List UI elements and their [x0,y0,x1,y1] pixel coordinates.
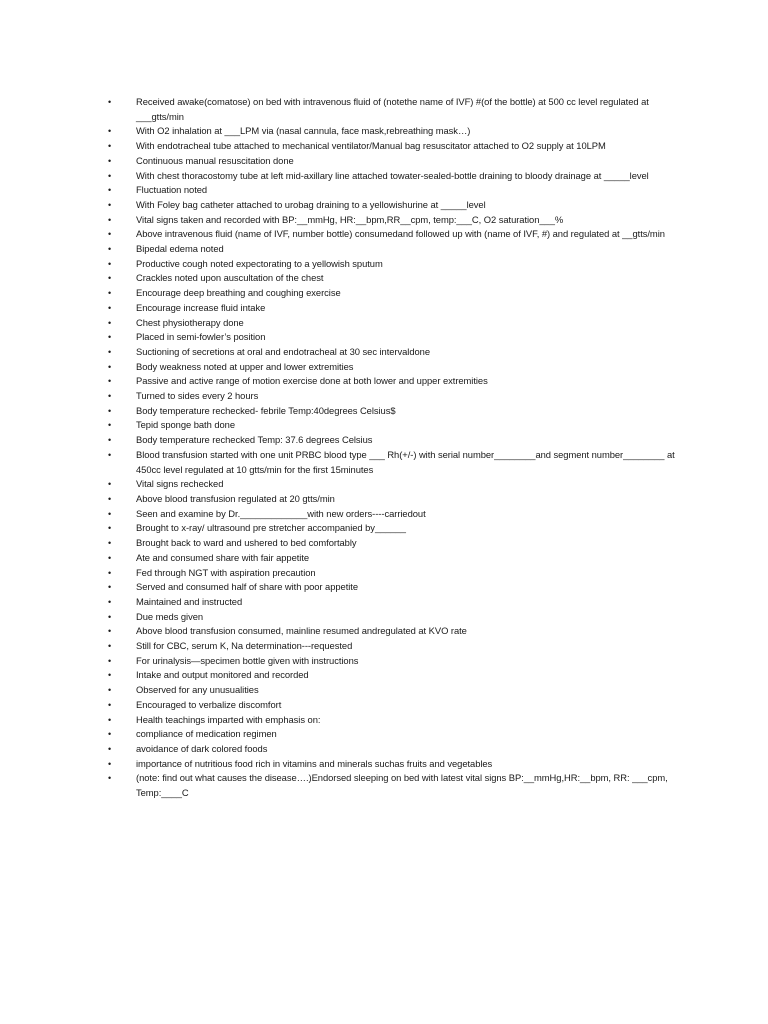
bullet-icon: • [108,567,112,578]
bullet-icon: • [108,493,112,504]
list-item [108,757,683,772]
list-item [108,654,683,669]
list-item [108,683,683,698]
list-item [108,389,683,404]
list-item-text: Productive cough noted expectorating to a yellowish sputum [136,257,383,269]
bullet-icon: • [108,288,112,299]
list-item [108,713,683,728]
bullet-icon: • [108,611,112,622]
list-item [108,551,683,566]
list-item [108,227,683,242]
list-item-text: Fed through NGT with aspiration precaution [136,566,316,578]
list-item-text: Brought to x-ray/ ultrasound pre stretcher accompanied by______ [136,522,406,534]
bullet-icon: • [108,508,112,519]
list-item-text: importance of nutritious food rich in vitamins and minerals suchas fruits and vegetables [136,757,493,769]
list-item-text: Body weakness noted at upper and lower extremities [136,360,354,372]
list-item [108,595,683,610]
list-item-text: Encourage deep breathing and coughing exercise [136,287,341,299]
list-item [108,330,683,345]
list-item [108,771,683,800]
list-item-text: Above blood transfusion regulated at 20 gtts/min [136,492,335,504]
list-item-text: Chest physiotherapy done [136,316,244,328]
list-item [108,374,683,389]
bullet-icon: • [108,479,112,490]
bullet-icon: • [108,596,112,607]
bullet-icon: • [108,699,112,710]
list-item [108,286,683,301]
list-item-text: Still for CBC, serum K, Na determination---requested [136,640,353,652]
list-item-text: Fluctuation noted [136,184,208,196]
list-item [108,124,683,139]
list-item [108,521,683,536]
list-item-text: Continuous manual resuscitation done [136,154,294,166]
list-item [108,668,683,683]
list-item-text: Encouraged to verbalize discomfort [136,698,282,710]
bullet-icon: • [108,685,112,696]
list-item-text: Crackles noted upon auscultation of the chest [136,272,324,284]
list-item [108,154,683,169]
list-item-text: Suctioning of secretions at oral and endotracheal at 30 sec intervaldone [136,345,430,357]
list-item [108,698,683,713]
list-item [108,242,683,257]
list-item-text: Bipedal edema noted [136,243,224,255]
bullet-icon: • [108,420,112,431]
list-item [108,213,683,228]
list-item-text: Turned to sides every 2 hours [136,390,259,402]
list-item-text: Health teachings imparted with emphasis on: [136,713,321,725]
list-item-text: Intake and output monitored and recorded [136,669,309,681]
bullet-icon: • [108,714,112,725]
bullet-icon: • [108,155,112,166]
bullet-icon: • [108,244,112,255]
list-item-text: Above intravenous fluid (name of IVF, number bottle) consumedand followed up with (name of IVF, #) and regulated at __gtts/min [136,228,665,240]
list-item-text: Blood transfusion started with one unit PRBC blood type ___ Rh(+/-) with serial number________and segment number________ at 450cc level regulated at 10 gtts/min for the first 15minutes [136,448,675,475]
list-item [108,580,683,595]
bullet-icon: • [108,170,112,181]
bullet-icon: • [108,97,112,107]
list-item [108,360,683,375]
list-item [108,345,683,360]
list-item [108,433,683,448]
list-item-text: avoidance of dark colored foods [136,742,268,754]
list-item-text: Due meds given [136,610,204,622]
list-item [108,183,683,198]
bullet-icon: • [108,405,112,416]
list-item-text: Body temperature rechecked Temp: 37.6 degrees Celsius [136,434,373,446]
list-item-text: For urinalysis—specimen bottle given with instructions [136,654,359,666]
list-item [108,448,683,477]
list-item [108,507,683,522]
list-item [108,301,683,316]
list-item [108,95,683,124]
list-item [108,610,683,625]
bullet-icon: • [108,729,112,740]
list-item-text: Received awake(comatose) on bed with intravenous fluid of (notethe name of IVF) #(of the bottle) at 500 cc level regulated at ___gtts/min [136,96,649,122]
list-item-text: Passive and active range of motion exercise done at both lower and upper extremities [136,375,488,387]
bullet-icon: • [108,538,112,549]
bullet-icon: • [108,376,112,387]
list-item-text: Brought back to ward and ushered to bed comfortably [136,537,357,549]
bullet-icon: • [108,126,112,137]
bullet-icon: • [108,141,112,152]
list-item-text: With Foley bag catheter attached to urobag draining to a yellowishurine at _____level [136,198,486,210]
bullet-icon: • [108,391,112,402]
list-item [108,404,683,419]
list-item [108,139,683,154]
bullet-icon: • [108,317,112,328]
list-item [108,477,683,492]
bullet-icon: • [108,185,112,196]
list-item-text: (note: find out what causes the disease….)Endorsed sleeping on bed with latest vital signs BP:__mmHg,HR:__bpm, RR: ___cpm, Temp:____C [136,772,668,799]
list-item [108,624,683,639]
bullet-icon: • [108,523,112,534]
list-item [108,742,683,757]
list-item-text: Body temperature rechecked- febrile Temp:40degrees Celsius$ [136,404,396,416]
bullet-icon: • [108,302,112,313]
list-item-text: With chest thoracostomy tube at left mid-axillary line attached towater-sealed-bottle draining to bloody drainage at _____level [136,169,649,181]
list-item-text: Vital signs taken and recorded with BP:__mmHg, HR:__bpm,RR__cpm, temp:___C, O2 saturation___% [136,213,564,225]
bullet-icon: • [108,199,112,210]
list-item [108,418,683,433]
list-item [108,169,683,184]
list-item-text: compliance of medication regimen [136,728,277,740]
list-item-text: Ate and consumed share with fair appetite [136,551,310,563]
list-item [108,492,683,507]
bullet-icon: • [108,273,112,284]
list-item [108,198,683,213]
nursing-notes-list [108,95,683,801]
list-item-text: Tepid sponge bath done [136,419,235,431]
bullet-icon: • [108,655,112,666]
list-item-text: With O2 inhalation at ___LPM via (nasal cannula, face mask,rebreathing mask…) [136,125,471,137]
bullet-icon: • [108,773,112,784]
list-item-text: Placed in semi-fowler’s position [136,331,266,343]
bullet-icon: • [108,670,112,681]
list-item-text: With endotracheal tube attached to mechanical ventilator/Manual bag resuscitator attached to O2 supply at 10LPM [136,140,606,152]
bullet-icon: • [108,626,112,637]
bullet-icon: • [108,641,112,652]
bullet-icon: • [108,214,112,225]
list-item-text: Maintained and instructed [136,595,243,607]
list-item-text: Served and consumed half of share with poor appetite [136,581,359,593]
bullet-icon: • [108,361,112,372]
bullet-icon: • [108,258,112,269]
bullet-icon: • [108,552,112,563]
bullet-icon: • [108,449,112,460]
bullet-icon: • [108,346,112,357]
bullet-icon: • [108,332,112,343]
bullet-icon: • [108,229,112,240]
list-item-text: Vital signs rechecked [136,478,224,490]
bullet-icon: • [108,435,112,446]
list-item-text: Seen and examine by Dr._____________with new orders----carriedout [136,507,426,519]
bullet-icon: • [108,743,112,754]
list-item [108,536,683,551]
bullet-icon: • [108,758,112,769]
list-item [108,271,683,286]
list-item-text: Observed for any unusualities [136,684,259,696]
list-item [108,566,683,581]
list-item [108,727,683,742]
list-item [108,639,683,654]
bullet-icon: • [108,582,112,593]
list-item-text: Encourage increase fluid intake [136,301,266,313]
list-item [108,257,683,272]
list-item [108,316,683,331]
list-item-text: Above blood transfusion consumed, mainline resumed andregulated at KVO rate [136,625,467,637]
